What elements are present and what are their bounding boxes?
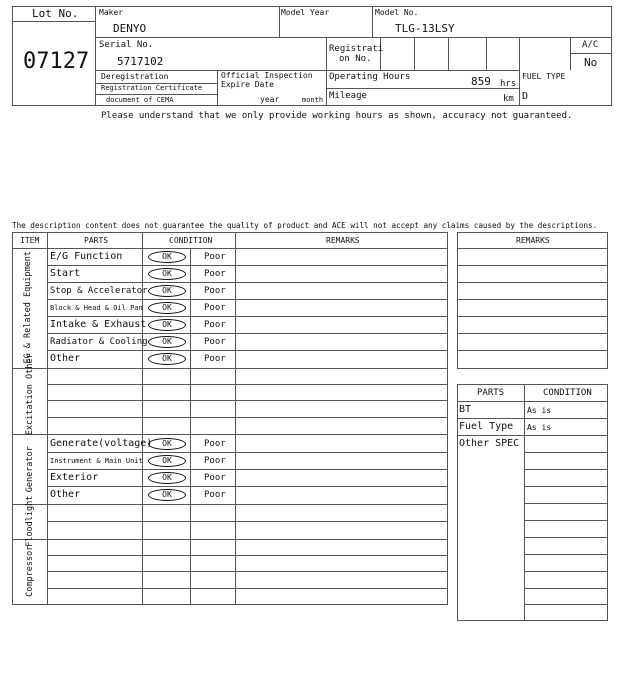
mileage-label: Mileage [329,91,367,101]
spec-cond-bt: As is [527,406,552,415]
part-block-head-oil-pan: Block & Head & Oil Pan [50,304,143,312]
lot-label: Lot No. [32,7,79,20]
ok-mark: OK [148,268,186,280]
maker-value: DENYO [113,22,147,35]
remarks-header: REMARKS [326,236,360,245]
part-radiator-cooling: Radiator & Cooling [50,337,148,347]
poor-option: Poor [204,303,226,313]
parts-header: PARTS [84,236,109,245]
ok-mark: OK [148,319,186,331]
section-eg-related-equipment: EG & Related Equipment [22,250,33,364]
ac-label: A/C [582,40,599,50]
part-start: Start [50,268,81,279]
model-year-label: Model Year [281,8,330,17]
ok-mark: OK [148,302,186,314]
poor-option: Poor [204,456,226,466]
ok-mark: OK [148,285,186,297]
year-label: year [260,95,280,104]
section-excitation-other: Excitation Other [24,353,35,436]
spec-part-other-spec: Other SPEC [459,438,520,449]
part-eg-function: E/G Function [50,251,123,262]
spec-condition-header: CONDITION [543,388,592,398]
spec-part-bt: BT [459,404,472,415]
ac-value: No [584,56,598,69]
fuel-type-label: FUEL TYPE [522,72,566,81]
ok-mark: OK [148,455,186,467]
poor-option: Poor [204,320,226,330]
poor-option: Poor [204,354,226,364]
condition-header: CONDITION [169,236,213,245]
ok-mark: OK [148,472,186,484]
inspection-label: Official Inspection [221,71,313,80]
ok-mark: OK [148,438,186,450]
disclaimer: The description content does not guarantee the quality of product and ACE will not accept any claims caused by the descriptions. [12,221,598,230]
km-unit: km [503,94,514,104]
poor-option: Poor [204,490,226,500]
part-exterior: Exterior [50,472,99,483]
registration-label: Registrati [329,44,384,54]
item-header: ITEM [20,236,40,245]
month-label: month [302,96,324,104]
poor-option: Poor [204,473,226,483]
spec-part-fuel-type: Fuel Type [459,421,514,432]
inspection-label-2: Expire Date [221,80,274,89]
part-other-eg: Other [50,353,81,364]
registration-label-2: on No. [339,54,372,64]
spec-parts-header: PARTS [477,388,505,398]
poor-option: Poor [204,439,226,449]
ok-mark: OK [148,336,186,348]
part-instrument-main-unit: Instrument & Main Unit [50,457,143,465]
ok-mark: OK [148,489,186,501]
maker-label: Maker [99,8,124,17]
ok-mark: OK [148,251,186,263]
operating-hours-value: 859 [471,75,491,88]
serial-label: Serial No. [99,40,154,50]
cema-label: document of CEMA [106,96,174,104]
poor-option: Poor [204,269,226,279]
part-generate-voltage: Generate(voltage) [50,438,153,449]
part-other-generator: Other [50,489,81,500]
poor-option: Poor [204,286,226,296]
spec-cond-fuel-type: As is [527,423,552,432]
poor-option: Poor [204,337,226,347]
right-remarks-header: REMARKS [516,236,550,245]
hours-notice: Please understand that we only provide working hours as shown, accuracy not guaranteed. [101,111,573,121]
registration-certificate-label: Registration Certificate [101,84,203,92]
section-floodlight: Floodlight [24,495,35,547]
part-stop-accelerator: Stop & Accelerator [50,286,148,296]
part-intake-exhaust: Intake & Exhaust [50,319,147,330]
model-no-value: TLG-13LSY [395,22,455,35]
operating-hours-label: Operating Hours [329,72,411,82]
hrs-unit: hrs [500,79,517,89]
fuel-type-value: D [522,91,529,102]
deregistration-label: Deregistration [101,72,169,81]
serial-value: 5717102 [117,55,164,68]
poor-option: Poor [204,252,226,262]
section-compressor: Compressor [24,545,35,597]
section-generator: Generator [24,446,35,493]
model-no-label: Model No. [375,8,419,17]
ok-mark: OK [148,353,186,365]
lot-number: 07127 [23,49,90,74]
